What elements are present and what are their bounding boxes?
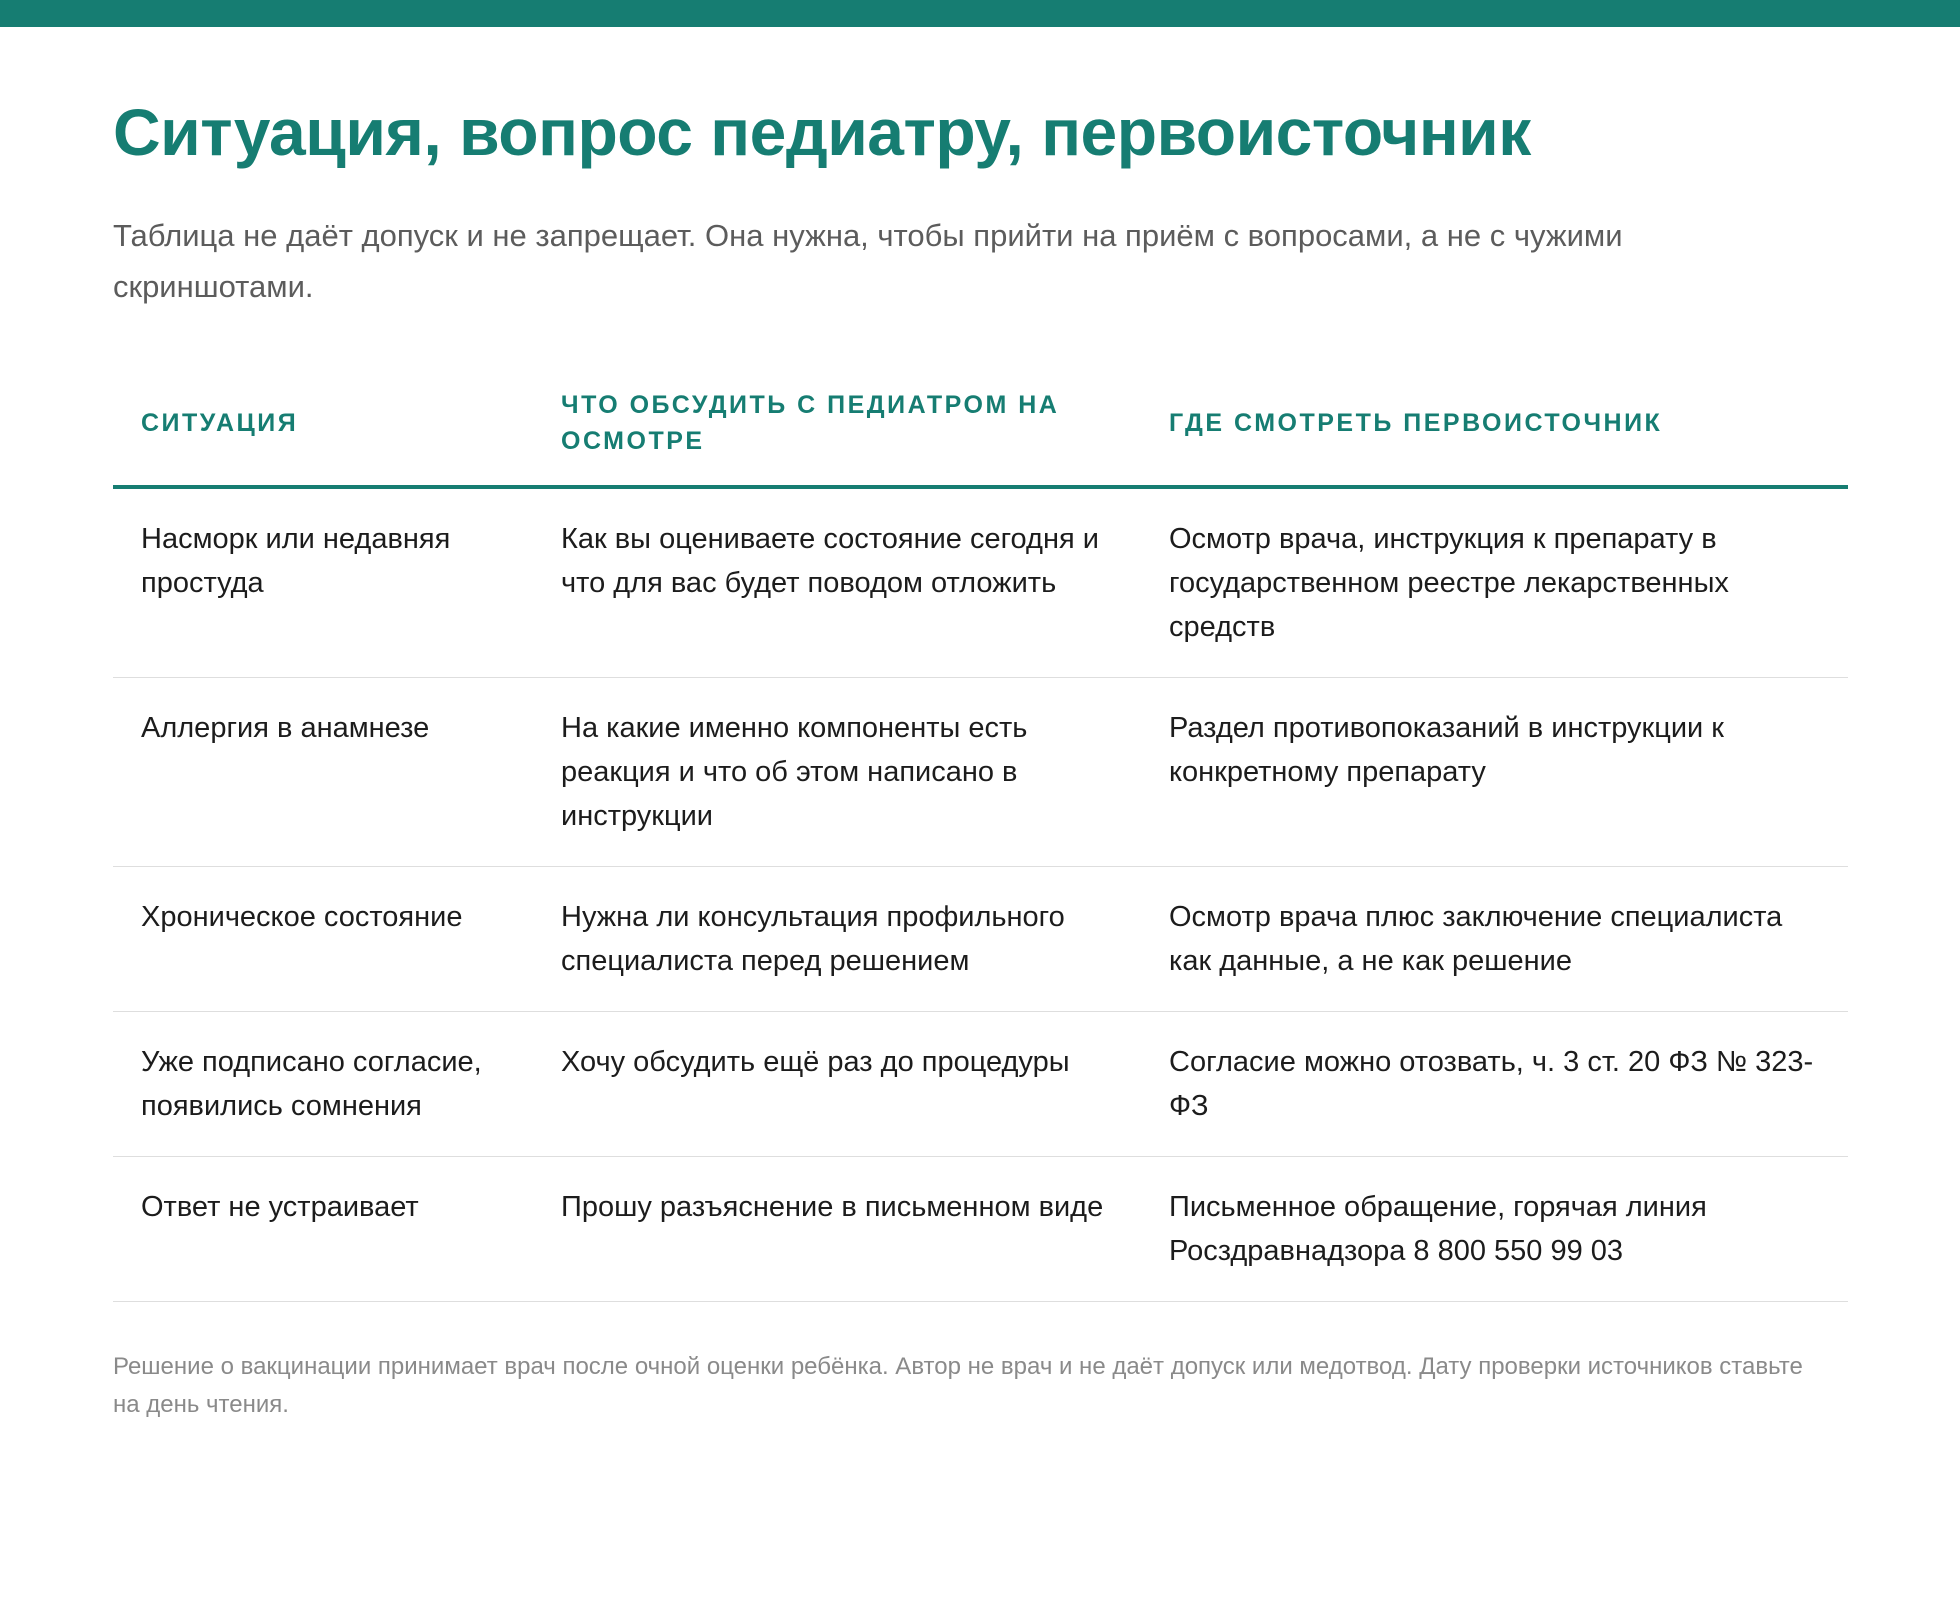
cell-source: Осмотр врача, инструкция к препарату в государственном реестре лекарственных средств <box>1141 487 1848 678</box>
column-header-situation: СИТУАЦИЯ <box>113 387 533 487</box>
cell-situation: Ответ не устраивает <box>113 1157 533 1302</box>
cell-question: Как вы оцениваете состояние сегодня и что для вас будет поводом отложить <box>533 487 1141 678</box>
disclaimer-footnote: Решение о вакцинации принимает врач после очной оценки ребёнка. Автор не врач и не даёт допуск или медотвод. Дату проверки источников ставьте на день чтения. <box>113 1353 1803 1418</box>
cell-situation: Хроническое состояние <box>113 867 533 1012</box>
cell-source: Осмотр врача плюс заключение специалиста как данные, а не как решение <box>1141 867 1848 1012</box>
cell-question: На какие именно компоненты есть реакция и что об этом написано в инструкции <box>533 678 1141 867</box>
cell-situation: Насморк или недавняя простуда <box>113 487 533 678</box>
cell-source: Раздел противопоказаний в инструкции к конкретному препарату <box>1141 678 1848 867</box>
table-row <box>113 867 1848 1012</box>
table-row <box>113 1157 1848 1302</box>
cell-question: Нужна ли консультация профильного специалиста перед решением <box>533 867 1141 1012</box>
table-row <box>113 487 1848 678</box>
situations-table <box>113 387 1848 1302</box>
cell-situation: Уже подписано согласие, появились сомнения <box>113 1012 533 1157</box>
top-accent-bar <box>0 0 1960 27</box>
page-subtitle: Таблица не даёт допуск и не запрещает. Она нужна, чтобы прийти на приём с вопросами, а не с чужими скриншотами. <box>113 218 1623 304</box>
table-row <box>113 1012 1848 1157</box>
page-title: Ситуация, вопрос педиатру, первоисточник <box>113 95 1531 169</box>
cell-question: Прошу разъяснение в письменном виде <box>533 1157 1141 1302</box>
cell-source: Письменное обращение, горячая линия Росздравнадзора 8 800 550 99 03 <box>1141 1157 1848 1302</box>
column-header-pediatrician-question: ЧТО ОБСУДИТЬ С ПЕДИАТРОМ НА ОСМОТРЕ <box>533 387 1141 487</box>
cell-question: Хочу обсудить ещё раз до процедуры <box>533 1012 1141 1157</box>
cell-source: Согласие можно отозвать, ч. 3 ст. 20 ФЗ № 323-ФЗ <box>1141 1012 1848 1157</box>
content <box>113 92 1848 1424</box>
column-header-source: ГДЕ СМОТРЕТЬ ПЕРВОИСТОЧНИК <box>1141 387 1848 487</box>
table-header-row <box>113 387 1848 487</box>
table-row <box>113 678 1848 867</box>
cell-situation: Аллергия в анамнезе <box>113 678 533 867</box>
